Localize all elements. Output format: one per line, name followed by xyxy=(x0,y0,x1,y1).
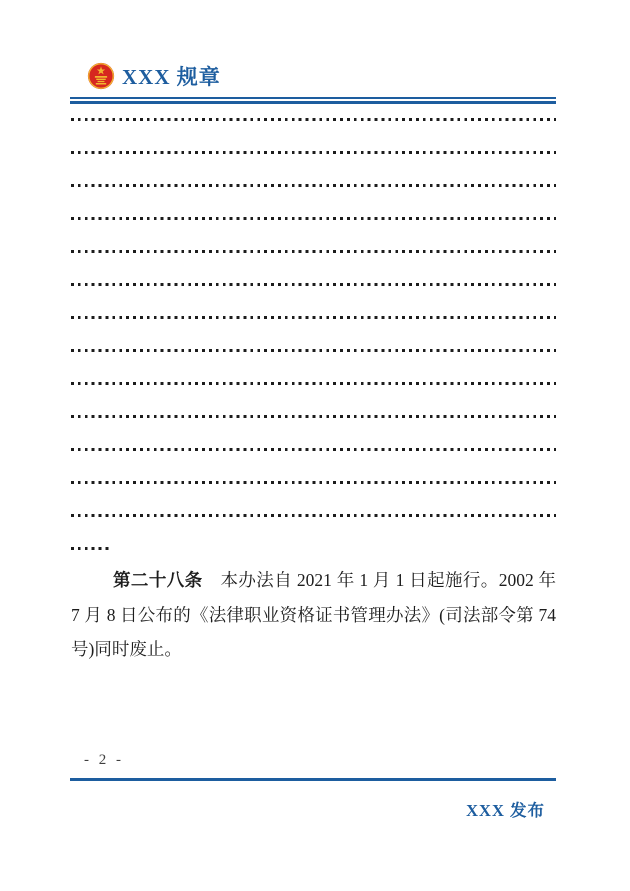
ellipsis-line xyxy=(71,184,556,187)
ellipsis-line xyxy=(71,415,556,418)
ellipsis-line xyxy=(71,448,556,451)
ellipsis-line xyxy=(71,349,556,352)
article-number: 第二十八条 xyxy=(113,570,203,590)
header-title: XXX 规章 xyxy=(122,65,221,89)
ellipsis-line xyxy=(71,316,556,319)
footer-divider xyxy=(70,778,556,781)
ellipsis-line xyxy=(71,151,556,154)
ellipsis-line xyxy=(71,283,556,286)
header-brand xyxy=(87,61,556,91)
article-text: 本办法自 2021 年 1 月 1 日起施行。2002 年 7 月 8 日公布的《法律职业资格证书管理办法》(司法部令第 74 号)同时废止。 xyxy=(71,570,557,659)
publisher-label: XXX 发布 xyxy=(466,801,545,820)
ellipsis-line xyxy=(71,118,556,121)
ellipsis-line xyxy=(71,250,556,253)
ellipsis-line xyxy=(71,514,556,517)
ellipsis-short-line xyxy=(71,547,112,550)
document-body xyxy=(71,104,556,667)
page-header xyxy=(70,0,556,104)
header-divider xyxy=(70,97,556,104)
ellipsis-line xyxy=(71,382,556,385)
page-number: - 2 - xyxy=(84,752,124,768)
national-emblem-icon xyxy=(87,62,115,90)
ellipsis-lines xyxy=(71,104,556,517)
ellipsis-line xyxy=(71,481,556,484)
article-paragraph xyxy=(71,563,556,667)
ellipsis-line xyxy=(71,217,556,220)
